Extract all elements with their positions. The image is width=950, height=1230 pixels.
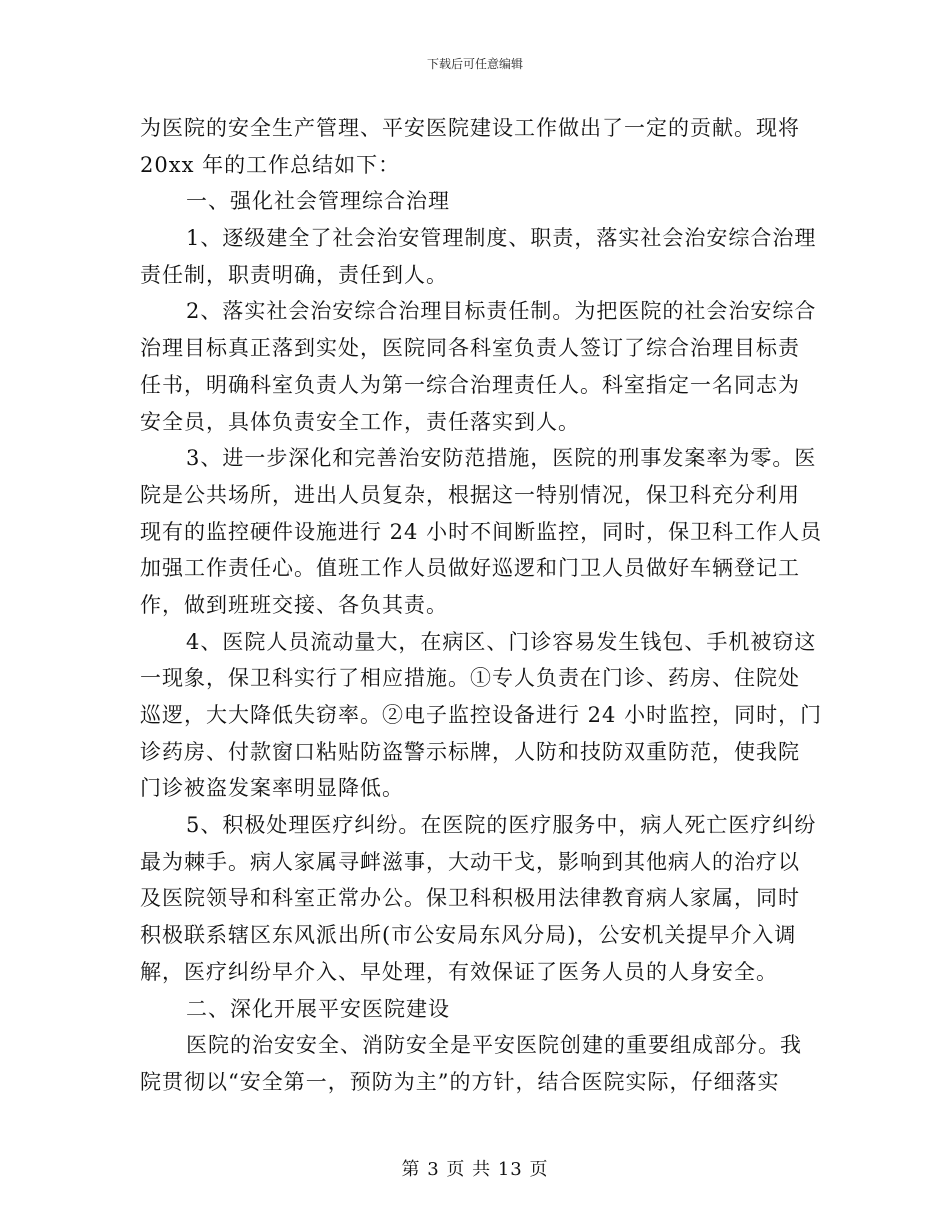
body-line: 院贯彻以“安全第一，预防为主”的方针，结合医院实际，仔细落实	[140, 1069, 780, 1094]
body-line: 解，医疗纠纷早介入、早处理，有效保证了医务人员的人身安全。	[140, 959, 778, 984]
section-heading: 二、深化开展平安医院建设	[186, 996, 450, 1021]
body-line: 治理目标真正落到实处，医院同各科室负责人签订了综合治理目标责	[140, 336, 800, 361]
body-line: 作，做到班班交接、各负其责。	[140, 592, 448, 617]
header-note: 下载后可任意编辑	[426, 57, 523, 71]
body-line: 现有的监控硬件设施进行 24 小时不间断监控，同时，保卫科工作人员	[140, 519, 823, 544]
body-line: 安全员，具体负责安全工作，责任落实到人。	[140, 409, 580, 434]
body-line: 巡逻，大大降低失窃率。②电子监控设备进行 24 小时监控，同时，门	[140, 703, 823, 727]
body-line: 20xx 年的工作总结如下：	[140, 152, 401, 177]
paragraph-start-line: 1、逐级建全了社会治安管理制度、职责，落实社会治安综合治理	[186, 226, 817, 251]
body-line: 最为棘手。病人家属寻衅滋事，大动干戈，影响到其他病人的治疗以	[140, 849, 800, 874]
paragraph-start-line: 4、医院人员流动量大，在病区、门诊容易发生钱包、手机被窃这	[186, 629, 817, 654]
document-body	[140, 110, 823, 1101]
body-line: 加强工作责任心。值班工作人员做好巡逻和门卫人员做好车辆登记工	[140, 556, 800, 581]
body-line: 为医院的安全生产管理、平安医院建设工作做出了一定的贡献。现将	[140, 116, 800, 140]
body-line: 积极联系辖区东风派出所(市公安局东风分局)，公安机关提早介入调	[140, 923, 797, 948]
body-line: 及医院领导和科室正常办公。保卫科积极用法律教育病人家属，同时	[140, 886, 800, 911]
paragraph-start-line: 2、落实社会治安综合治理目标责任制。为把医院的社会治安综合	[186, 299, 817, 324]
body-line: 诊药房、付款窗口粘贴防盗警示标牌，人防和技防双重防范，使我院	[140, 739, 800, 764]
paragraph-start-line: 医院的治安安全、消防安全是平安医院创建的重要组成部分。我	[186, 1033, 802, 1058]
paragraph-start-line: 5、积极处理医疗纠纷。在医院的医疗服务中，病人死亡医疗纠纷	[186, 813, 817, 838]
paragraph-start-line: 3、进一步深化和完善治安防范措施，医院的刑事发案率为零。医	[186, 446, 817, 471]
section-heading: 一、强化社会管理综合治理	[186, 189, 450, 214]
body-line: 一现象，保卫科实行了相应措施。①专人负责在门诊、药房、住院处	[140, 666, 800, 691]
body-line: 责任制，职责明确，责任到人。	[140, 262, 448, 287]
body-line: 任书，明确科室负责人为第一综合治理责任人。科室指定一名同志为	[140, 372, 800, 397]
page-number: 第 3 页 共 13 页	[401, 1159, 549, 1180]
body-line: 院是公共场所，进出人员复杂，根据这一特别情况，保卫科充分利用	[140, 482, 800, 507]
body-line: 门诊被盗发案率明显降低。	[140, 776, 404, 801]
